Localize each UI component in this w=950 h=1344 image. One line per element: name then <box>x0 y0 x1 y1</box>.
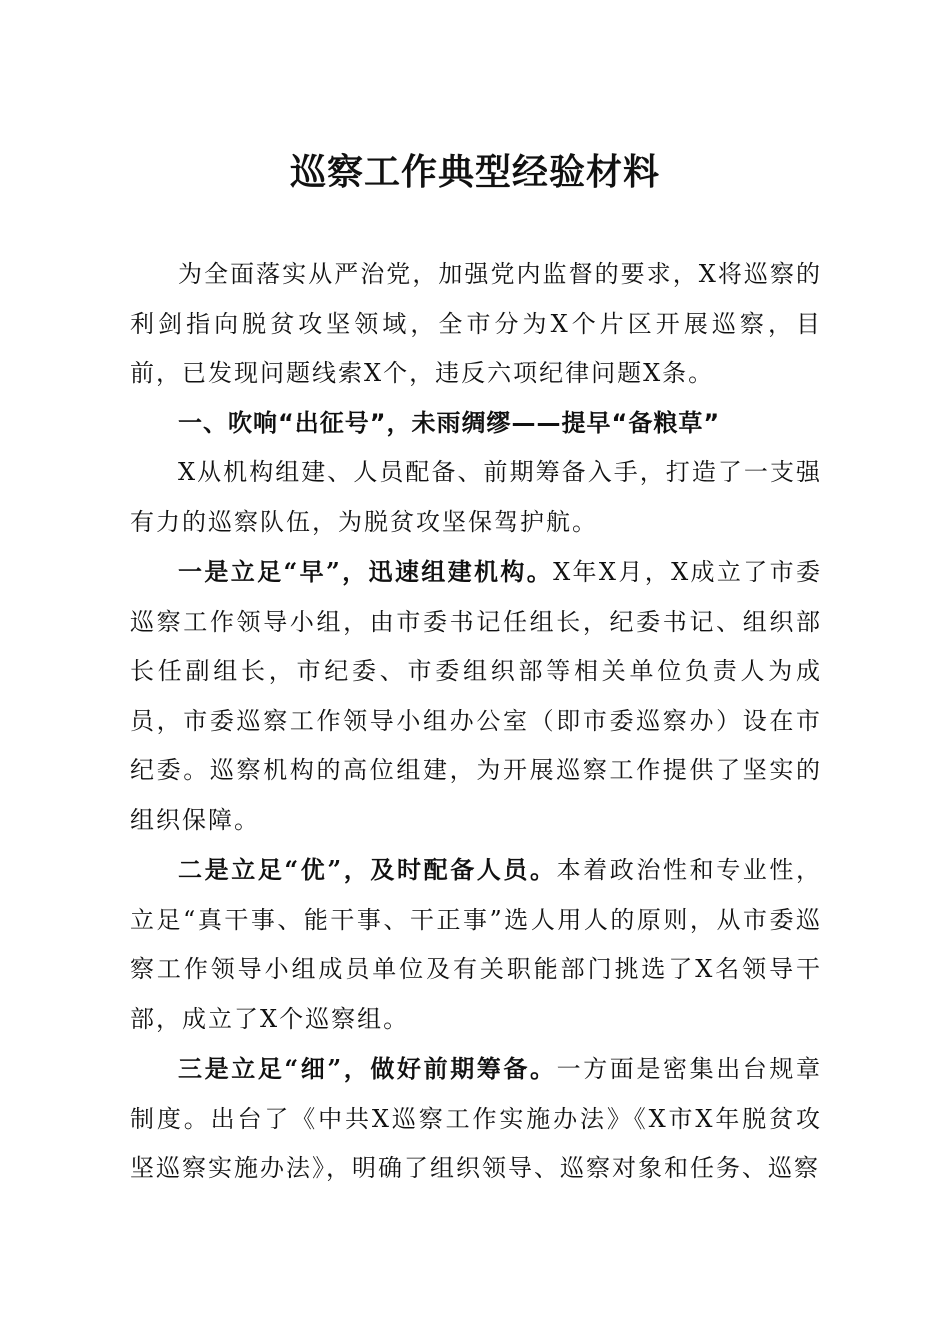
point-one-text: X年X月，X成立了市委巡察工作领导小组，由市委书记任组长，纪委书记、组织部长任副组长，市纪委、市委组织部等相关单位负责人为成员，市委巡察工作领导小组办公室（即市委巡察办）设在市纪委。巡察机构的高位组建，为开展巡察工作提供了坚实的组织保障。 <box>130 558 823 834</box>
section-summary-paragraph: X从机构组建、人员配备、前期筹备入手，打造了一支强有力的巡察队伍，为脱贫攻坚保驾护航。 <box>130 458 822 536</box>
point-one-lead: 一是立足“早”，迅速组建机构。 <box>178 557 554 586</box>
point-three-text: 一方面是密集出台规章制度。出台了《中共X巡察工作实施办法》《X市X年脱贫攻坚巡察实施办法》，明确了组织领导、巡察对象和任务、巡察 <box>130 1055 823 1182</box>
point-two-text: 本着政治性和专业性，立足“真干事、能干事、干正事”选人用人的原则，从市委巡察工作领导小组成员单位及有关职能部门挑选了X名领导干部，成立了X个巡察组。 <box>130 856 823 1033</box>
point-three-paragraph <box>130 1044 822 1194</box>
point-two-lead: 二是立足“优”，及时配备人员。 <box>178 855 557 884</box>
point-three-lead: 三是立足“细”，做好前期筹备。 <box>178 1054 557 1083</box>
point-two-paragraph <box>130 845 822 1044</box>
document-body <box>130 250 822 1194</box>
intro-paragraph: 为全面落实从严治党，加强党内监督的要求，X将巡察的利剑指向脱贫攻坚领域，全市分为X个片区开展巡察，目前，已发现问题线索X个，违反六项纪律问题X条。 <box>130 260 822 387</box>
document-title: 巡察工作典型经验材料 <box>289 151 660 193</box>
section-heading: 一、吹响“出征号”，未雨绸缪——提早“备粮草” <box>178 408 721 437</box>
point-one-paragraph <box>130 547 822 845</box>
